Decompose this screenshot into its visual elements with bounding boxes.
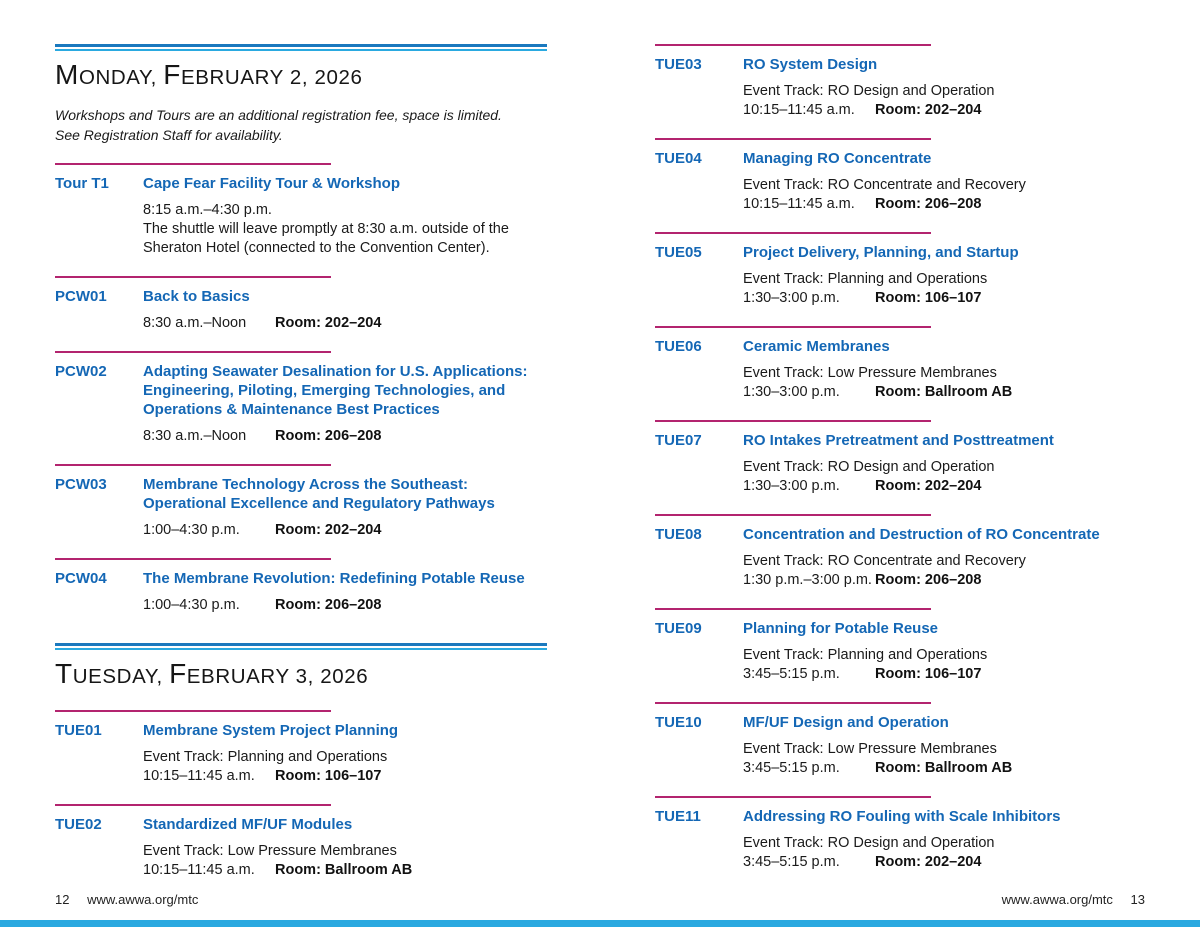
event-track-label: Event Track: Low Pressure Membranes [143,843,397,859]
session-details [743,458,1147,496]
session-schedule [143,521,547,540]
session-schedule [743,101,1147,120]
session-schedule [143,767,547,786]
session-tue11 [655,796,1147,872]
session-time: 10:15–11:45 a.m. [743,102,855,118]
session-schedule [143,861,547,880]
session-tue09 [655,608,1147,684]
day-header-rule-top [55,643,547,646]
footer-url: www.awwa.org/mtc [1001,892,1113,907]
session-header [655,243,1147,262]
session-code: PCW01 [55,288,107,305]
session-title: The Membrane Revolution: Redefining Potable Reuse [143,570,525,587]
session-code: TUE09 [655,620,702,637]
session-details [143,842,547,880]
session-room: Room: 202–204 [275,315,382,331]
session-time: 8:30 a.m.–Noon [143,428,247,444]
day-header-rule-bottom [55,648,547,650]
event-track-label: Event Track: Planning and Operations [743,647,988,663]
session-details [143,596,547,615]
day-title-segment: 3, 2026 [295,665,369,688]
session-code: TUE04 [655,150,702,167]
session-time: 1:00–4:30 p.m. [143,522,240,538]
session-tue10 [655,702,1147,778]
session-header [655,337,1147,356]
event-track-label: Event Track: RO Concentrate and Recovery [743,553,1026,569]
session-pcw03 [55,464,547,540]
session-schedule [143,427,547,446]
day-title-segment: EBRUARY [180,66,290,89]
session-time: 3:45–5:15 p.m. [743,666,840,682]
session-title: Addressing RO Fouling with Scale Inhibitors [743,808,1061,825]
session-room: Room: 202–204 [875,854,982,870]
session-room: Room: 106–107 [875,290,982,306]
session-details [743,82,1147,120]
session-separator-line [655,44,931,46]
session-time: 1:00–4:30 p.m. [143,597,240,613]
session-description: The shuttle will leave promptly at 8:30 a.m. outside of the Sheraton Hotel (connected to the Convention Center). [143,221,509,256]
session-header [655,713,1147,732]
event-track-label: Event Track: Planning and Operations [743,271,988,287]
day-title-segment: M [55,59,79,90]
session-separator-line [655,138,931,140]
event-track-label: Event Track: RO Design and Operation [743,835,995,851]
session-separator-line [655,326,931,328]
page-number: 12 [55,892,70,907]
session-schedule [143,314,547,333]
session-pcw01 [55,276,547,333]
page-right-column [655,0,1147,872]
session-details [143,201,547,258]
session-details [743,270,1147,308]
session-schedule [743,571,1147,590]
session-code: TUE08 [655,526,702,543]
day-title-segment: EBRUARY [186,665,296,688]
session-separator-line [655,608,931,610]
session-tue07 [655,420,1147,496]
session-time: 10:15–11:45 a.m. [143,862,255,878]
session-room: Room: 206–208 [275,428,382,444]
day-header [55,44,547,93]
session-details [743,646,1147,684]
session-details [743,740,1147,778]
session-separator-line [55,276,331,278]
session-header [655,807,1147,826]
day-header-rule-top [55,44,547,47]
session-room: Room: 106–107 [275,768,382,784]
session-time: 8:30 a.m.–Noon [143,315,247,331]
session-room: Room: Ballroom AB [275,862,413,878]
session-room: Room: 106–107 [875,666,982,682]
session-code: Tour T1 [55,175,109,192]
session-schedule [743,853,1147,872]
session-title: RO Intakes Pretreatment and Posttreatment [743,432,1054,449]
session-separator-line [55,351,331,353]
session-title: Managing RO Concentrate [743,150,932,167]
session-schedule [143,201,547,220]
event-track-label: Event Track: Low Pressure Membranes [743,365,997,381]
session-header [655,431,1147,450]
session-separator-line [55,464,331,466]
day-title-segment: ONDAY, [78,66,164,89]
session-code: PCW02 [55,363,107,380]
registration-note-line: Workshops and Tours are an additional registration fee, space is limited. [55,107,502,123]
session-header [55,475,547,513]
session-time: 10:15–11:45 a.m. [743,196,855,212]
session-schedule [743,477,1147,496]
page-footer-right [1002,892,1145,907]
session-header [55,362,547,419]
session-time: 1:30 p.m.–3:00 p.m. [743,572,872,588]
session-code: PCW03 [55,476,107,493]
session-separator-line [655,702,931,704]
session-time: 1:30–3:00 p.m. [743,478,840,494]
registration-note [55,105,547,145]
session-separator-line [55,804,331,806]
session-title: Cape Fear Facility Tour & Workshop [143,175,400,192]
session-title: Back to Basics [143,288,250,305]
session-tue08 [655,514,1147,590]
session-code: TUE05 [655,244,702,261]
day-title-segment: T [55,658,73,689]
session-title: Membrane System Project Planning [143,722,399,739]
session-time: 3:45–5:15 p.m. [743,854,840,870]
session-room: Room: 206–208 [875,196,982,212]
session-title: Concentration and Destruction of RO Concentrate [743,526,1100,543]
event-track-label: Event Track: RO Concentrate and Recovery [743,177,1026,193]
session-code: TUE06 [655,338,702,355]
session-header [655,55,1147,74]
day-title-segment: UESDAY, [72,665,170,688]
session-details [743,364,1147,402]
event-track-label: Event Track: RO Design and Operation [743,83,995,99]
session-room: Room: Ballroom AB [875,760,1013,776]
session-tue04 [655,138,1147,214]
session-time: 8:15 a.m.–4:30 p.m. [143,202,272,218]
session-tue03 [655,44,1147,120]
session-header [55,174,547,193]
session-tourt1 [55,163,547,258]
session-room: Room: Ballroom AB [875,384,1013,400]
session-title: RO System Design [743,56,878,73]
day-title [55,657,547,692]
session-time: 3:45–5:15 p.m. [743,760,840,776]
footer-url: www.awwa.org/mtc [87,892,199,907]
session-room: Room: 202–204 [875,478,982,494]
session-separator-line [55,163,331,165]
session-schedule [743,383,1147,402]
session-schedule [743,195,1147,214]
day-header-double-rule [55,44,547,51]
page-number: 13 [1130,892,1145,907]
session-details [143,748,547,786]
session-details [743,176,1147,214]
session-pcw04 [55,558,547,615]
session-details [143,521,547,540]
session-code: TUE07 [655,432,702,449]
session-header [655,619,1147,638]
session-schedule [743,665,1147,684]
session-time: 1:30–3:00 p.m. [743,384,840,400]
session-time: 10:15–11:45 a.m. [143,768,255,784]
session-schedule [143,596,547,615]
session-room: Room: 202–204 [875,102,982,118]
session-code: TUE11 [655,808,701,825]
session-details [143,314,547,333]
session-header [655,525,1147,544]
day-title-segment: 2, 2026 [289,66,363,89]
bottom-accent-bar [0,920,1200,927]
event-track-label: Event Track: Planning and Operations [143,749,388,765]
session-header [55,569,547,588]
session-title: Adapting Seawater Desalination for U.S. Applications: Engineering, Piloting, Emerging Technologies, and Operations & Maintenance Best Practices [143,363,528,418]
session-header [55,721,547,740]
session-code: TUE02 [55,816,102,833]
day-title [55,58,547,93]
session-separator-line [55,558,331,560]
session-separator-line [655,514,931,516]
session-separator-line [55,710,331,712]
session-title: Project Delivery, Planning, and Startup [743,244,1019,261]
session-time: 1:30–3:00 p.m. [743,290,840,306]
session-header [55,815,547,834]
session-room: Room: 206–208 [275,597,382,613]
session-tue05 [655,232,1147,308]
page-left-column [55,0,547,880]
session-separator-line [655,420,931,422]
session-separator-line [655,232,931,234]
session-schedule [743,289,1147,308]
session-title: Planning for Potable Reuse [743,620,939,637]
event-track-label: Event Track: RO Design and Operation [743,459,995,475]
session-tue02 [55,804,547,880]
page-footer-left [55,892,198,907]
session-pcw02 [55,351,547,446]
session-room: Room: 202–204 [275,522,382,538]
session-tue01 [55,710,547,786]
session-details [743,552,1147,590]
day-title-segment: F [163,59,181,90]
session-code: TUE10 [655,714,702,731]
day-header-double-rule [55,643,547,650]
session-header [55,287,547,306]
session-title: Ceramic Membranes [743,338,890,355]
session-schedule [743,759,1147,778]
event-track-label: Event Track: Low Pressure Membranes [743,741,997,757]
session-tue06 [655,326,1147,402]
session-code: TUE03 [655,56,702,73]
day-header [55,643,547,692]
session-code: PCW04 [55,570,107,587]
day-header-rule-bottom [55,49,547,51]
session-header [655,149,1147,168]
day-title-segment: F [169,658,187,689]
registration-note-line: See Registration Staff for availability. [55,127,283,143]
session-title: MF/UF Design and Operation [743,714,949,731]
session-room: Room: 206–208 [875,572,982,588]
session-details [743,834,1147,872]
session-title: Standardized MF/UF Modules [143,816,353,833]
session-separator-line [655,796,931,798]
session-title: Membrane Technology Across the Southeast: Operational Excellence and Regulatory Pathways [143,476,495,512]
session-details [143,427,547,446]
session-code: TUE01 [55,722,102,739]
